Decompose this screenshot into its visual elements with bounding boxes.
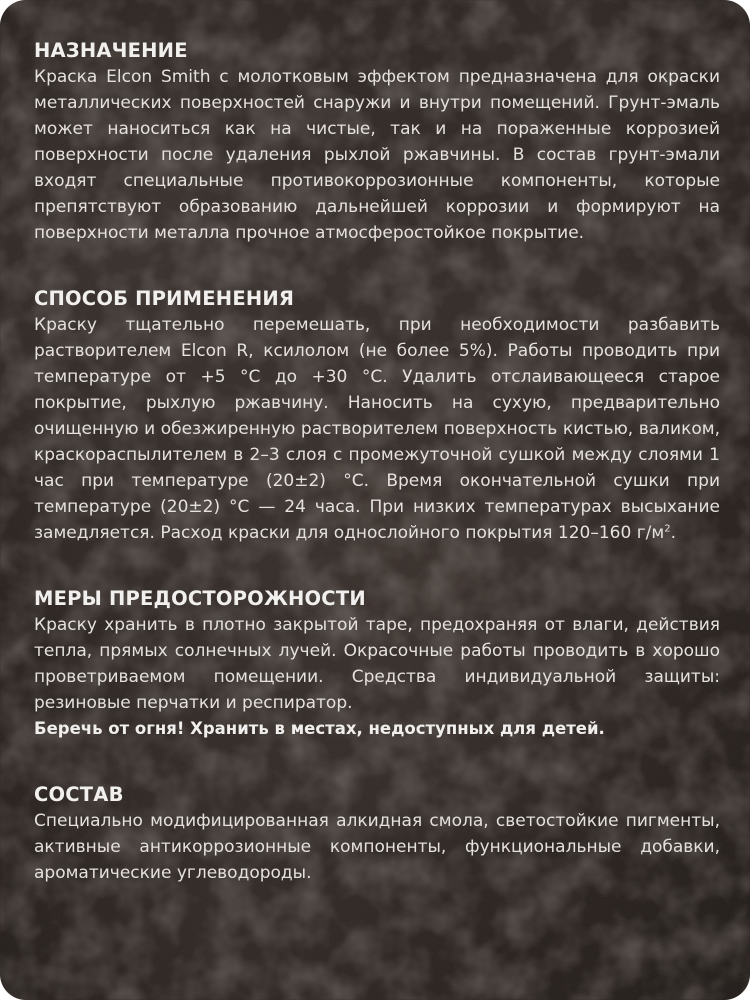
section-composition [34, 782, 720, 886]
content-area [34, 38, 720, 886]
section-text: Краска Elcon Smith с молотковым эффектом предназначена для окраски металлических поверхностей снаружи и внутри помещений. Грунт-эмаль может наноситься как на чистые, так и на пораженные коррозией поверхности после удаления рыхлой ржавчины. В состав грунт-эмали входят специальные противокоррозионные компоненты, которые препятствуют образованию дальнейшей коррозии и формируют на поверхности металла прочное атмосферостойкое покрытие. [34, 67, 720, 243]
section-precautions [34, 586, 720, 742]
section-application [34, 286, 720, 546]
superscript-unit: 2 [664, 523, 671, 535]
section-text: Краску хранить в плотно закрытой таре, предохраняя от влаги, действия тепла, прямых солнечных лучей. Окрасочные работы проводить в хорошо проветриваемом помещении. Средства индивидуальной защиты: резиновые перчатки и респиратор. [34, 615, 720, 713]
application-text: Краску тщательно перемешать, при необходимости разбавить растворителем Elcon R, ксилолом (не более 5%). Работы проводить при температуре от +5 °С до +30 °С. Удалить отслаивающееся старое покрытие, рыхлую ржавчину. Наносить на сухую, предварительно очищенную и обезжиренную растворителем поверхность кистью, валиком, краскораспылителем в 2–3 слоя с промежуточной сушкой между слоями 1 час при температуре (20±2) °С. Время окончательной сушки при температуре (20±2) °С — 24 часа. При низких температурах высыхание замедляется. Расход краски для однослойного покрытия 120–160 г/м [34, 315, 720, 543]
fire-warning: Беречь от огня! Хранить в местах, недоступных для детей. [34, 719, 605, 738]
section-heading: НАЗНАЧЕНИЕ [34, 39, 188, 62]
section-heading: МЕРЫ ПРЕДОСТОРОЖНОСТИ [34, 587, 366, 610]
section-purpose [34, 38, 720, 246]
section-text: Специально модифицированная алкидная смола, светостойкие пигменты, активные антикоррозионные компоненты, функциональные добавки, ароматические углеводороды. [34, 811, 720, 883]
section-heading: СПОСОБ ПРИМЕНЕНИЯ [34, 287, 295, 310]
section-heading: СОСТАВ [34, 783, 124, 806]
application-text-end: . [670, 523, 676, 543]
section-text [34, 312, 720, 546]
